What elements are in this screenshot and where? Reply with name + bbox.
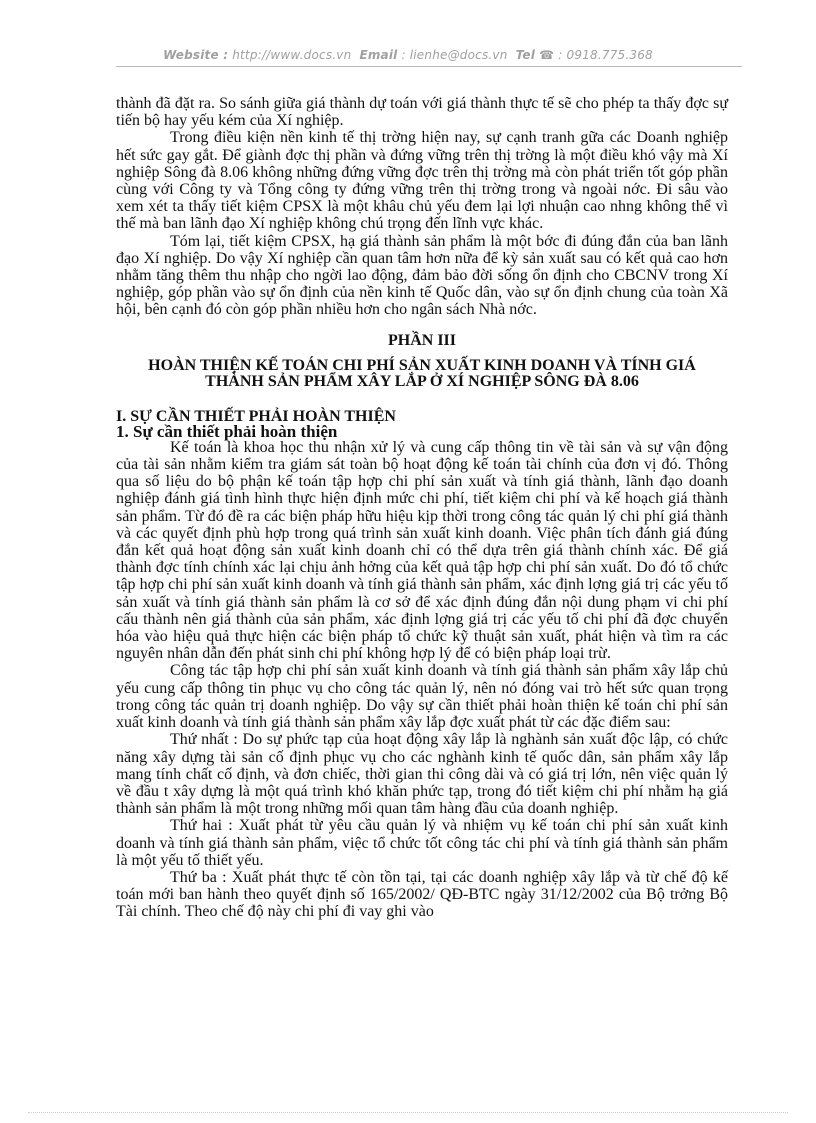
website-value: http://www.docs.vn — [232, 48, 352, 62]
paragraph-3: Tóm lại, tiết kiệm CPSX, hạ giá thành sản phẩm là một bớc đi đúng đắn của ban lãnh đạo Xí nghiệp. Do vậy Xí nghiệp cần quan tâm hơn nữa để kỳ sản xuất sau có kết quả cao hơn nhằm tăng thêm thu nhập cho ngời lao động, đảm bảo đời sống ổn định cho CBCNV trong Xí nghiệp, góp phần vào sự ổn định của nền kinh tế Quốc dân, vào sự ổn định chung của toàn Xã hội, bên cạnh đó còn góp phần nhiều hơn cho ngân sách Nhà nớc. — [116, 232, 728, 319]
phone-icon: ☎ — [539, 48, 555, 62]
paragraph-2: Trong điều kiện nền kinh tế thị trờng hiện nay, sự cạnh tranh gữa các Doanh nghiệp hết sức gay gắt. Để giành đợc thị phần và đứng vững trên thị trờng là một điều khó vậy mà Xí nghiệp Sông đà 8.06 không những đứng vững đợc trên thị trờng mà còn phát triển tốt góp phần cùng với Công ty và Tổng công ty đứng vững trên thị trờng trong và ngoài nớc. Đi sâu vào xem xét ta thấy tiết kiệm CPSX là một khâu chủ yếu đem lại lợi nhuận cao nhng không thể vì thế mà ban lãnh đạo Xí nghiệp không chú trọng đến lĩnh vực khác. — [116, 129, 728, 233]
subsection-heading: 1. Sự cần thiết phải hoàn thiện — [116, 421, 338, 441]
document-body — [116, 95, 728, 921]
tel-value: : 0918.775.368 — [558, 48, 653, 62]
part-title: HOÀN THIỆN KẾ TOÁN CHI PHÍ SẢN XUẤT KINH DOANH VÀ TÍNH GIÁ THÀNH SẢN PHẨM XÂY LẮP Ở XÍ NGHIỆP SÔNG ĐÀ 8.06 — [148, 356, 696, 390]
email-label: Email — [359, 48, 398, 62]
paragraph-7: Thứ hai : Xuất phát từ yêu cầu quản lý và nhiệm vụ kế toán chi phí sản xuất kinh doanh và tính giá thành sản phẩm, việc tổ chức tốt công tác chi phí và tính giá thành sản phẩm là một yếu tố thiết yếu. — [116, 817, 728, 869]
page-header — [0, 48, 816, 62]
paragraph-5: Công tác tập hợp chi phí sản xuất kinh doanh và tính giá thành sản phẩm xây lắp chủ yếu cung cấp thông tin phục vụ cho công tác quản lý, nên nó đóng vai trò hết sức quan trọng trong công tác quản trị doanh nghiệp. Do vậy sự cần thiết phải hoàn thiện kế toán chi phí sản xuất kinh doanh và tính giá thành sản phẩm xây lắp đợc xuất phát từ các đặc điểm sau: — [116, 662, 728, 732]
paragraph-8: Thứ ba : Xuất phát thực tế còn tồn tại, tại các doanh nghiệp xây lắp và từ chế độ kế toán mới ban hành theo quyết định số 165/2002/ QĐ-BTC ngày 31/12/2002 của Bộ trởng Bộ Tài chính. Theo chế độ này chi phí đi vay ghi vào — [116, 868, 728, 921]
email-value: : lienhe@docs.vn — [401, 48, 508, 62]
website-label: Website : — [163, 48, 229, 62]
paragraph-4: Kế toán là khoa học thu nhận xử lý và cung cấp thông tin về tài sản và sự vận động của tài sản nhằm kiểm tra giám sát toàn bộ hoạt động kế toán tài chính của đơn vị đó. Thông qua số liệu do bộ phận kế toán tập hợp chi phí sản xuất và tính giá thành, lãnh đạo doanh nghiệp đánh giá tình hình thực hiện định mức chi phí, tiết kiệm chi phí và kế hoạch giá thành sản phẩm. Từ đó đề ra các biện pháp hữu hiệu kịp thời trong công tác quản lý chi phí giá thành và các quyết định phù hợp trong quá trình sản xuất kinh doanh. Việc phân tích đánh giá đúng đắn kết quả hoạt động sản xuất kinh doanh chỉ có thể dựa trên giá thành chính xác. Để giá thành đợc tính chính xác lại chịu ảnh hởng của kết quả tập hợp chi phí sản xuất. Do đó tổ chức tập hợp chi phí sản xuất kinh doanh và tính giá thành sản phẩm, xác định lợng giá trị các yếu tố sản xuất và tính giá thành sản phẩm là cơ sở để xác định đúng đắn nội dung phạm vi chi phí cấu thành nên giá thành của sản phẩm, xác định lợng giá trị các yếu tố chi phí đã đợc chuyển hóa vào hiệu quả thực hiện các biện pháp tổ chức kỹ thuật sản xuất, phát hiện và tìm ra các nguyên nhân dẫn đến phát sinh chi phí không hợp lý để có biện pháp loại trừ. — [116, 438, 728, 663]
header-divider — [116, 66, 742, 67]
paragraph-6: Thứ nhất : Do sự phức tạp của hoạt động xây lắp là nghành sản xuất độc lập, có chức năng xây dựng tài sản cố định phục vụ cho các nghành kinh tế quốc dân, sản phẩm xây lắp mang tính chất cố định, và đơn chiếc, thời gian thi công dài và có giá trị lớn, nên việc quản lý về đầu t xây dựng là một quá trình khó khăn phức tạp, trong đó tiết kiệm chi phí nhằm hạ giá thành sản phẩm là một trong những mối quan tâm hàng đầu của doanh nghiệp. — [116, 731, 728, 818]
tel-label: Tel — [515, 48, 536, 62]
section-heading: I. SỰ CẦN THIẾT PHẢI HOÀN THIỆN — [116, 407, 396, 425]
part-heading: PHẦN III — [387, 331, 456, 349]
footer-divider — [28, 1112, 788, 1113]
paragraph-1: thành đã đặt ra. So sánh giữa giá thành dự toán với giá thành thực tế sẽ cho phép ta thấy đợc sự tiến bộ hay yếu kém của Xí nghiệp. — [116, 95, 728, 130]
